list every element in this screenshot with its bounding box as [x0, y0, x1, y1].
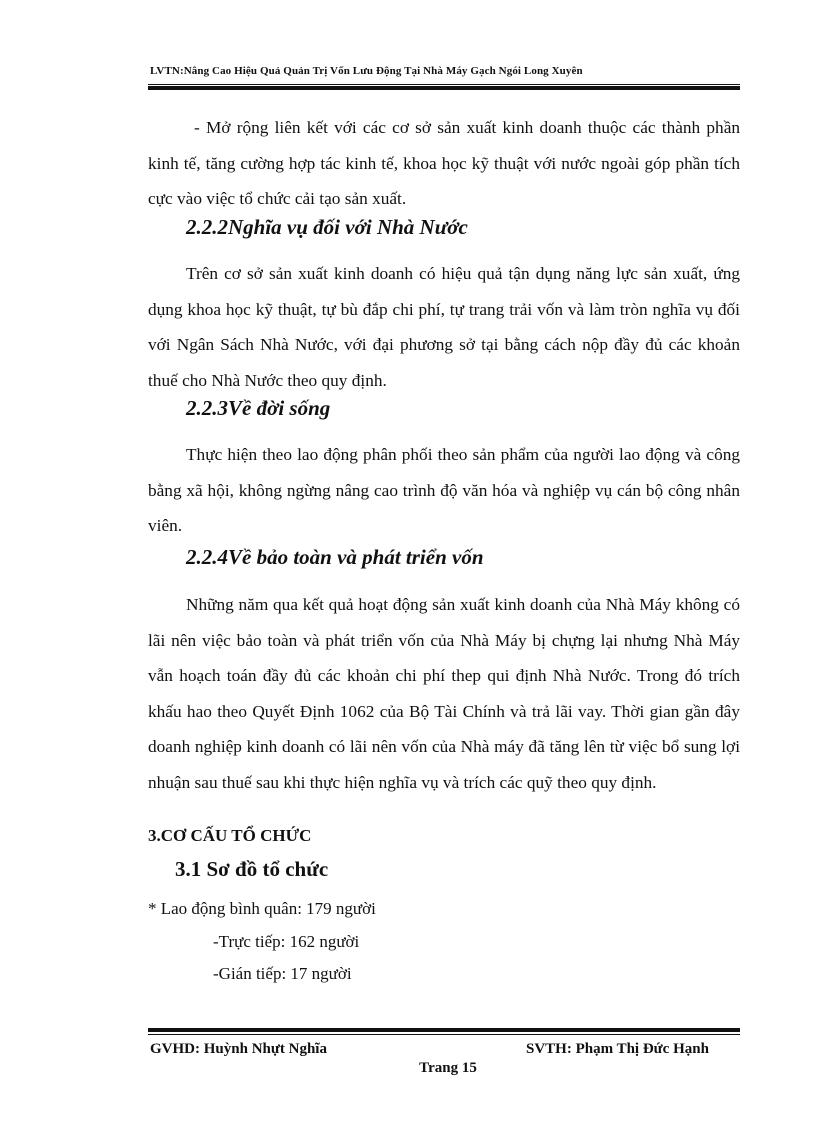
footer-student: SVTH: Phạm Thị Đức Hạnh — [526, 1041, 709, 1057]
heading-2-2-3: 2.2.3Về đời sống — [186, 396, 331, 420]
labor-average: * Lao động bình quân: 179 người — [148, 899, 376, 918]
labor-direct: -Trực tiếp: 162 người — [213, 932, 360, 951]
header-rule-thin — [148, 84, 740, 85]
footer-advisor: GVHD: Huỳnh Nhựt Nghĩa — [150, 1041, 327, 1057]
section-3-title: 3.CƠ CẤU TỔ CHỨC — [148, 826, 312, 845]
header-rule-thick — [148, 86, 740, 90]
intro-paragraph: - Mở rộng liên kết với các cơ sở sản xuất kinh doanh thuộc các thành phần kinh tế, tăng cường hợp tác kinh tế, khoa học kỹ thuật với nước ngoài góp phần tích cực vào việc tổ chức cải tạo sản xuất. — [148, 118, 740, 208]
section-3-1-title: 3.1 Sơ đồ tổ chức — [175, 857, 329, 881]
heading-2-2-2: 2.2.2Nghĩa vụ đối với Nhà Nước — [186, 215, 468, 239]
paragraph-2-2-3: Thực hiện theo lao động phân phối theo sản phẩm của người lao động và công bằng xã hội, không ngừng nâng cao trình độ văn hóa và nghiệp vụ cán bộ công nhân viên. — [148, 445, 740, 535]
footer-rule-thin — [148, 1034, 740, 1035]
labor-indirect: -Gián tiếp: 17 người — [213, 964, 352, 983]
page-number: Trang 15 — [419, 1060, 477, 1076]
running-header: LVTN:Nâng Cao Hiệu Quả Quản Trị Vốn Lưu Động Tại Nhà Máy Gạch Ngói Long Xuyên — [150, 65, 583, 77]
heading-2-2-4: 2.2.4Về bảo toàn và phát triển vốn — [186, 545, 484, 569]
footer-rule-thick — [148, 1028, 740, 1032]
paragraph-2-2-4: Những năm qua kết quả hoạt động sản xuất kinh doanh của Nhà Máy không có lãi nên việc bảo toàn và phát triển vốn của Nhà Máy bị chựng lại nhưng Nhà Máy vẫn hoạch toán đầy đủ các khoản chi phí thep qui định Nhà Nước. Trong đó trích khấu hao theo Quyết Định 1062 của Bộ Tài Chính và trả lãi vay. Thời gian gần đây doanh nghiệp kinh doanh có lãi nên vốn của Nhà máy đã tăng lên từ việc bổ sung lợi nhuận sau thuế sau khi thực hiện nghĩa vụ và trích các quỹ theo quy định. — [148, 595, 740, 792]
paragraph-2-2-2: Trên cơ sở sản xuất kinh doanh có hiệu quả tận dụng năng lực sản xuất, ứng dụng khoa học kỹ thuật, tự bù đắp chi phí, tự trang trải vốn và làm tròn nghĩa vụ đối với Ngân Sách Nhà Nước, với đại phương sở tại bằng cách nộp đầy đủ các khoản thuế cho Nhà Nước theo quy định. — [148, 264, 740, 390]
